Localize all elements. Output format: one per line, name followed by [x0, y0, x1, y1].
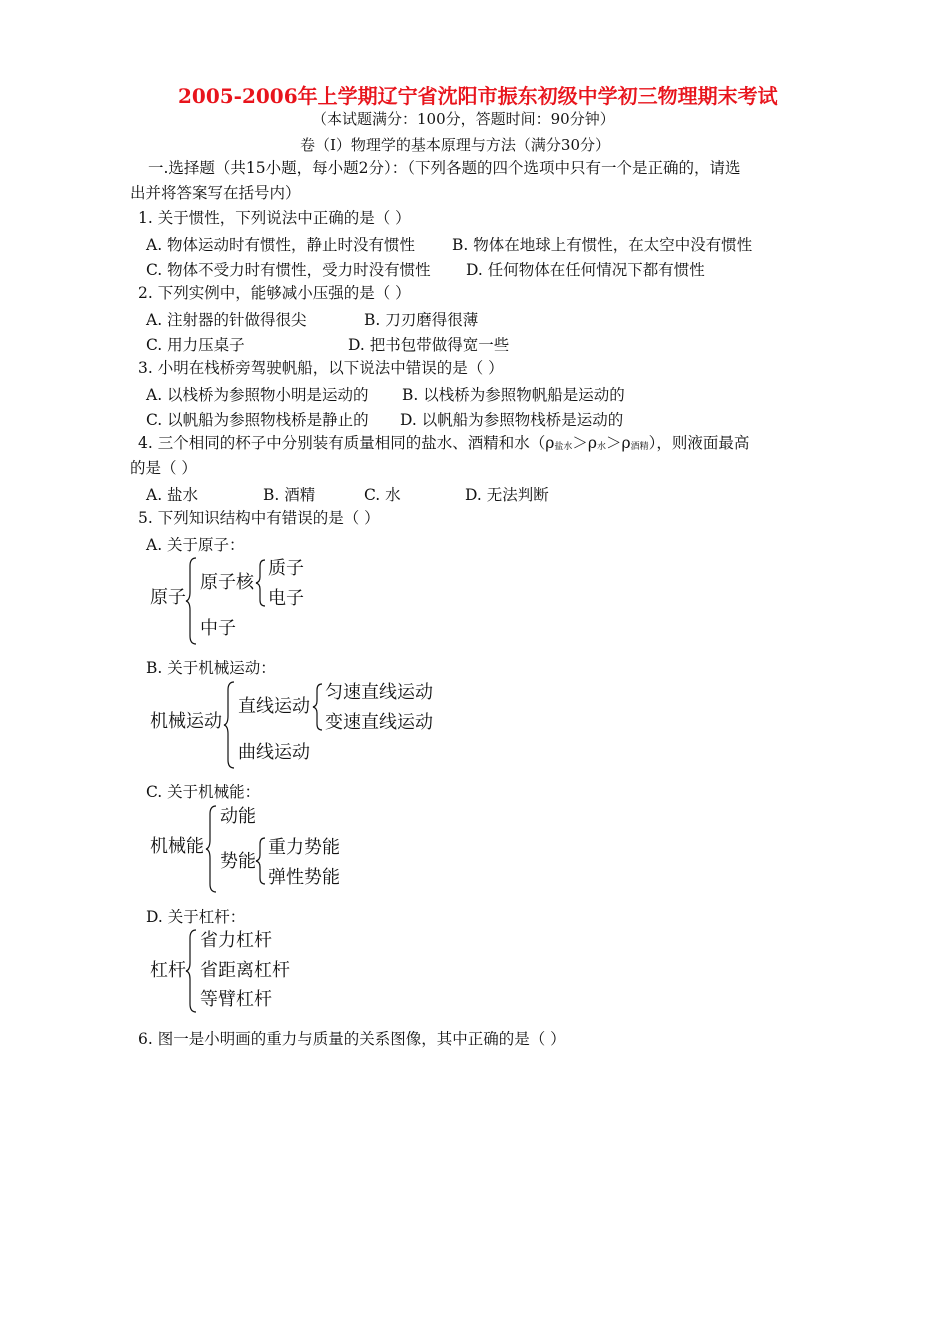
q2-stem: 2. 下列实例中，能够减小压强的是（ ）: [138, 284, 411, 302]
q5-c-node-kinetic: 动能: [220, 806, 256, 827]
q4-density-alcohol: 酒精: [630, 442, 649, 452]
q5-a-node-proton: 质子: [268, 558, 304, 579]
q5-b-root: 机械运动: [150, 711, 222, 732]
q3-option-d: D. 以帆船为参照物栈桥是运动的: [400, 411, 624, 429]
q5-b-node-linear: 直线运动: [238, 696, 310, 717]
q5-b-brace-outer: [224, 680, 238, 770]
q4-density-saltwater: 盐水: [554, 442, 573, 452]
q5-b-brace-inner: [313, 682, 325, 732]
q5-d-node-force-saving: 省力杠杆: [200, 930, 272, 951]
q5-b-node-variable: 变速直线运动: [325, 712, 433, 733]
q3-stem: 3. 小明在栈桥旁驾驶帆船，以下说法中错误的是（ ）: [138, 359, 504, 377]
q5-c-node-elastic: 弹性势能: [268, 867, 340, 888]
q4-stem-line-2: 的是（ ）: [130, 459, 197, 477]
q1-option-c: C. 物体不受力时有惯性，受力时没有惯性: [146, 261, 431, 279]
q4-density-water: 水: [596, 442, 606, 452]
q4-stem: [138, 433, 749, 457]
q5-d-brace: [186, 928, 200, 1014]
q1-stem: 1. 关于惯性，下列说法中正确的是（ ）: [138, 209, 411, 227]
q5-c-brace-outer: [206, 804, 220, 894]
q4-option-a: A. 盐水: [146, 486, 199, 504]
q4-stem-post: ），则液面最高: [648, 434, 750, 452]
q2-option-b: B. 刀刃磨得很薄: [364, 311, 479, 329]
q5-c-node-gravitational: 重力势能: [268, 837, 340, 858]
q5-b-node-curvilinear: 曲线运动: [238, 742, 310, 763]
q5-a-brace-outer: [186, 556, 200, 646]
q5-c-node-potential: 势能: [220, 851, 256, 872]
q5-a-brace-inner: [256, 558, 268, 608]
q5-a-root: 原子: [150, 587, 186, 608]
exam-subtitle: （本试题满分：100分，答题时间：90分钟）: [312, 110, 615, 128]
q2-option-c: C. 用力压桌子: [146, 336, 245, 354]
q3-option-a: A. 以栈桥为参照物小明是运动的: [146, 386, 369, 404]
q5-a-node-neutron: 中子: [200, 618, 236, 639]
q4-gt-1: ＞ρ: [572, 434, 597, 452]
q4-gt-2: ＞ρ: [606, 434, 631, 452]
q5-c-label: C. 关于机械能：: [146, 783, 261, 801]
q5-d-root: 杠杆: [150, 960, 186, 981]
q5-d-node-distance-saving: 省距离杠杆: [200, 960, 290, 981]
q1-option-b: B. 物体在地球上有惯性，在太空中没有惯性: [452, 236, 753, 254]
q5-a-node-electron: 电子: [268, 588, 304, 609]
q4-stem-pre: 4. 三个相同的杯子中分别装有质量相同的盐水、酒精和水（ρ: [138, 434, 555, 452]
part-intro-line-1: 一.选择题（共15小题，每小题2分）：（下列各题的四个选项中只有一个是正确的，请选: [148, 159, 741, 177]
q5-d-label: D. 关于杠杆：: [146, 908, 246, 926]
q5-a-node-nucleus: 原子核: [200, 572, 254, 593]
section-title: 卷（I）物理学的基本原理与方法（满分30分）: [300, 136, 611, 154]
q2-option-a: A. 注射器的针做得很尖: [146, 311, 307, 329]
q5-stem: 5. 下列知识结构中有错误的是（ ）: [138, 509, 380, 527]
q5-a-label: A. 关于原子：: [146, 536, 245, 554]
q1-option-d: D. 任何物体在任何情况下都有惯性: [466, 261, 705, 279]
exam-title: 2005-2006年上学期辽宁省沈阳市振东初级中学初三物理期末考试: [178, 84, 778, 108]
q1-option-a: A. 物体运动时有惯性，静止时没有惯性: [146, 236, 416, 254]
q5-c-root: 机械能: [150, 836, 204, 857]
q4-option-b: B. 酒精: [263, 486, 316, 504]
q4-option-c: C. 水: [364, 486, 401, 504]
q6-stem: 6. 图一是小明画的重力与质量的关系图像，其中正确的是（ ）: [138, 1030, 566, 1048]
q5-c-brace-inner: [256, 836, 268, 886]
q5-b-node-uniform: 匀速直线运动: [325, 682, 433, 703]
q3-option-c: C. 以帆船为参照物栈桥是静止的: [146, 411, 369, 429]
q5-b-label: B. 关于机械运动：: [146, 659, 276, 677]
part-intro-line-2: 出并将答案写在括号内）: [130, 184, 301, 202]
q2-option-d: D. 把书包带做得宽一些: [348, 336, 510, 354]
q3-option-b: B. 以栈桥为参照物帆船是运动的: [402, 386, 625, 404]
q5-d-node-equal-arm: 等臂杠杆: [200, 989, 272, 1010]
q4-option-d: D. 无法判断: [465, 486, 549, 504]
